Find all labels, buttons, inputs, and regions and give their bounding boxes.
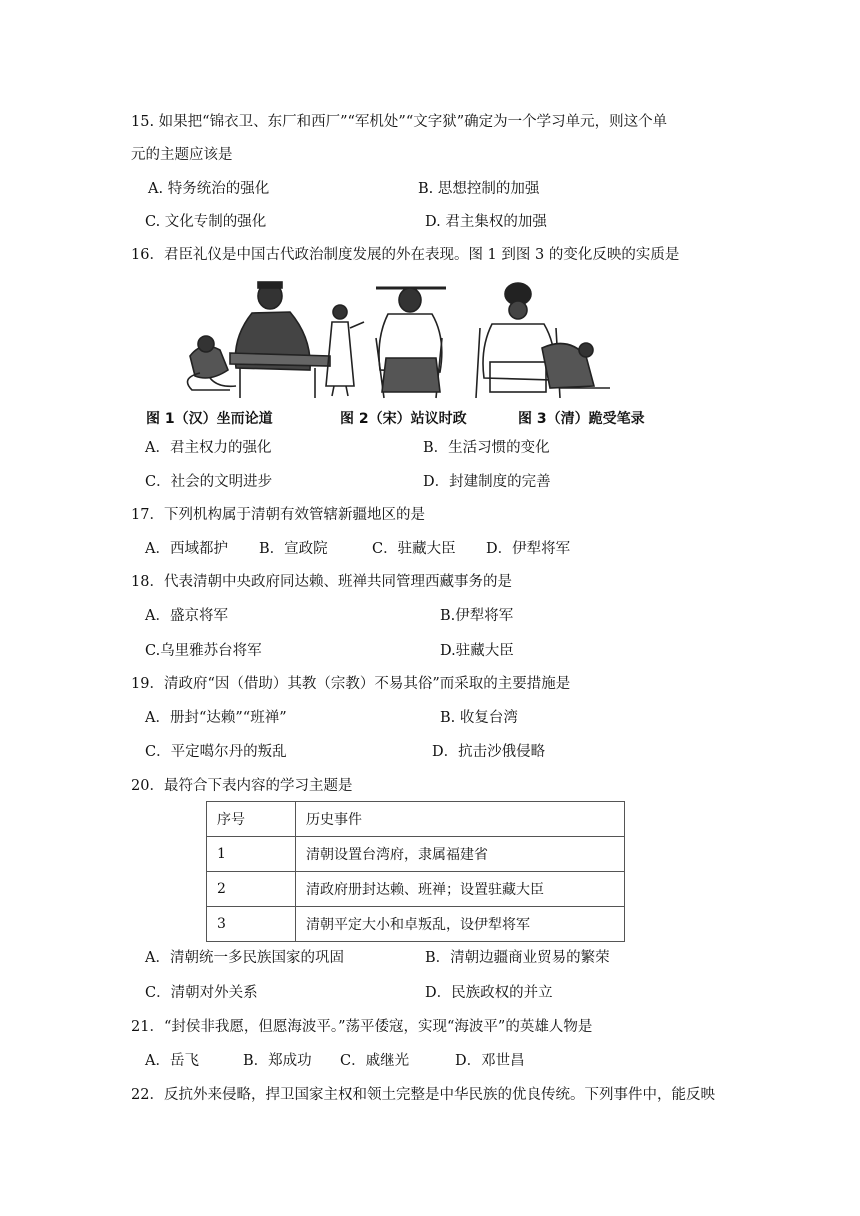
q16-caption-1: 图 1（汉）坐而论道 <box>146 411 273 427</box>
q15-stem-line2: 元的主题应该是 <box>131 147 233 163</box>
q16-option-a: A．君主权力的强化 <box>145 440 272 456</box>
q21-option-c: C．戚继光 <box>340 1053 410 1069</box>
table-row <box>207 872 625 907</box>
q16-figure <box>140 278 732 428</box>
q17-option-c: C．驻藏大臣 <box>372 541 456 557</box>
q21-stem: 21．“封侯非我愿，但愿海波平。”荡平倭寇，实现“海波平”的英雄人物是 <box>131 1019 593 1035</box>
q15-option-d: D. 君主集权的加强 <box>425 214 547 230</box>
q20-stem: 20．最符合下表内容的学习主题是 <box>131 778 353 794</box>
q17-option-b: B．宣政院 <box>259 541 328 557</box>
table-header-row <box>207 802 625 837</box>
q15-option-a: A. 特务统治的强化 <box>148 181 270 197</box>
q16-stem: 16．君臣礼仪是中国古代政治制度发展的外在表现。图 1 到图 3 的变化反映的实质是 <box>131 247 680 263</box>
q21-option-d: D．邓世昌 <box>455 1053 525 1069</box>
fig3-drawing <box>476 283 610 398</box>
table-header-cell: 序号 <box>207 802 296 837</box>
q17-option-a: A．西域都护 <box>145 541 228 557</box>
q22-stem: 22．反抗外来侵略，捍卫国家主权和领土完整是中华民族的优良传统。下列事件中，能反映 <box>131 1087 715 1103</box>
table-row <box>207 837 625 872</box>
q16-caption-3: 图 3（清）跪受笔录 <box>518 411 645 427</box>
q17-stem: 17．下列机构属于清朝有效管辖新疆地区的是 <box>131 507 425 523</box>
q18-option-d: D.驻藏大臣 <box>440 643 514 659</box>
q21-option-b: B．郑成功 <box>243 1053 312 1069</box>
table-cell: 清朝平定大小和卓叛乱，设伊犁将军 <box>296 907 625 942</box>
q20-option-d: D．民族政权的并立 <box>425 985 553 1001</box>
q17-option-d: D．伊犁将军 <box>486 541 571 557</box>
table-cell: 2 <box>207 872 296 907</box>
table-cell: 清朝设置台湾府，隶属福建省 <box>296 837 625 872</box>
q20-option-a: A．清朝统一多民族国家的巩固 <box>145 950 344 966</box>
q16-option-b: B．生活习惯的变化 <box>423 440 550 456</box>
q15-option-c: C. 文化专制的强化 <box>145 214 267 230</box>
table-header-cell: 历史事件 <box>296 802 625 837</box>
q16-option-c: C．社会的文明进步 <box>145 474 273 490</box>
q20-option-b: B．清朝边疆商业贸易的繁荣 <box>425 950 610 966</box>
q15-option-b: B. 思想控制的加强 <box>418 181 540 197</box>
q19-option-d: D．抗击沙俄侵略 <box>432 744 546 760</box>
fig1-drawing <box>188 282 331 398</box>
q19-option-b: B. 收复台湾 <box>440 710 518 726</box>
q20-option-c: C．清朝对外关系 <box>145 985 258 1001</box>
q18-option-a: A．盛京将军 <box>145 608 228 624</box>
table-cell: 1 <box>207 837 296 872</box>
q18-option-c: C.乌里雅苏台将军 <box>145 643 262 659</box>
q19-option-c: C．平定噶尔丹的叛乱 <box>145 744 287 760</box>
table-cell: 3 <box>207 907 296 942</box>
q16-caption-2: 图 2（宋）站议时政 <box>340 411 467 427</box>
q16-option-d: D．封建制度的完善 <box>423 474 551 490</box>
table-cell: 清政府册封达赖、班禅；设置驻藏大臣 <box>296 872 625 907</box>
q18-option-b: B.伊犁将军 <box>440 608 514 624</box>
q15-stem-line1: 15. 如果把“锦衣卫、东厂和西厂”“军机处”“文字狱”确定为一个学习单元，则这个单 <box>131 114 668 130</box>
q19-option-a: A．册封“达赖”“班禅” <box>145 710 287 726</box>
fig2-drawing <box>326 288 446 398</box>
q19-stem: 19．清政府“因（借助）其教（宗教）不易其俗”而采取的主要措施是 <box>131 676 571 692</box>
q16-illustrations <box>140 278 732 403</box>
q20-events-table <box>206 801 625 942</box>
q18-stem: 18．代表清朝中央政府同达赖、班禅共同管理西藏事务的是 <box>131 574 512 590</box>
table-row <box>207 907 625 942</box>
q21-option-a: A．岳飞 <box>145 1053 199 1069</box>
